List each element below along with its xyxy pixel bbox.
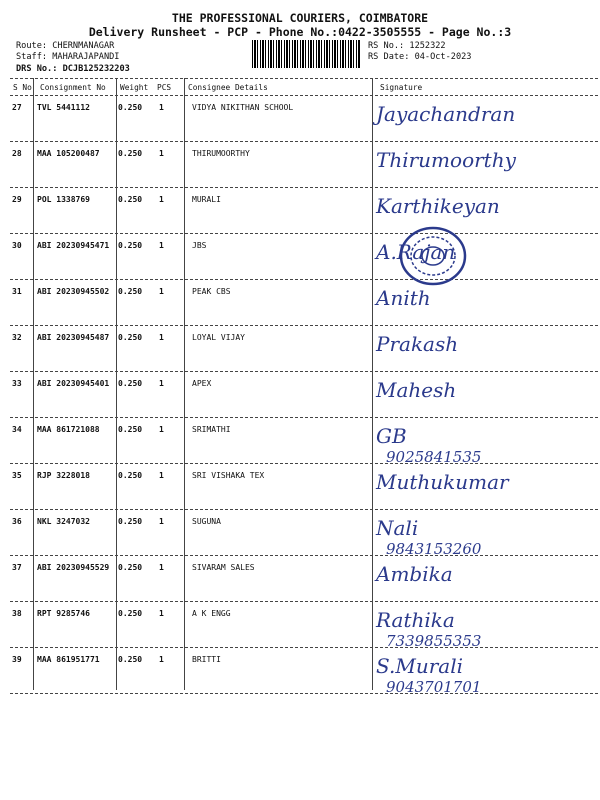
cell-pcs: 1 — [159, 103, 164, 112]
col-header-signature: Signature — [380, 83, 423, 92]
cell-pcs: 1 — [159, 149, 164, 158]
row-divider — [10, 463, 598, 464]
cell-consignment: NKL 3247032 — [37, 517, 90, 526]
cell-consignment: ABI 20230945401 — [37, 379, 110, 388]
cell-pcs: 1 — [159, 195, 164, 204]
table-row — [0, 235, 600, 281]
cell-pcs: 1 — [159, 287, 164, 296]
handwritten-signature — [376, 469, 596, 513]
cell-consignment: MAA 105200487 — [37, 149, 100, 158]
handwritten-signature — [376, 147, 596, 191]
cell-weight: 0.250 — [118, 425, 143, 434]
cell-weight: 0.250 — [118, 471, 143, 480]
cell-sno: 27 — [12, 103, 22, 112]
signature-text: Nali — [376, 516, 419, 540]
cell-consignee: SRI VISHAKA TEX — [192, 471, 265, 480]
cell-consignment: MAA 861721088 — [37, 425, 100, 434]
header-rule — [10, 95, 598, 96]
row-divider — [10, 233, 598, 234]
handwritten-signature — [376, 607, 596, 651]
company-title: THE PROFESSIONAL COURIERS, COIMBATORE — [171, 11, 429, 25]
cell-sno: 31 — [12, 287, 22, 296]
signature-text: Anith — [376, 286, 431, 310]
cell-consignee: BRITTI — [192, 655, 221, 664]
cell-consignment: MAA 861951771 — [37, 655, 100, 664]
cell-sno: 39 — [12, 655, 22, 664]
cell-consignee: SUGUNA — [192, 517, 221, 526]
staff-label: Staff: MAHARAJAPANDI — [16, 52, 120, 62]
table-row — [0, 189, 600, 235]
cell-weight: 0.250 — [118, 241, 143, 250]
table-row — [0, 97, 600, 143]
cell-sno: 37 — [12, 563, 22, 572]
col-header-consignee: Consignee Details — [188, 83, 268, 92]
runsheet-title: Delivery Runsheet - PCP - Phone No.:0422-3505555 - Page No.:3 — [88, 25, 512, 39]
cell-consignment: ABI 20230945487 — [37, 333, 110, 342]
cell-consignee: APEX — [192, 379, 212, 388]
cell-weight: 0.250 — [118, 517, 143, 526]
cell-consignment: ABI 20230945529 — [37, 563, 110, 572]
cell-weight: 0.250 — [118, 609, 143, 618]
row-divider — [10, 141, 598, 142]
cell-consignee: MURALI — [192, 195, 221, 204]
signature-phone: 9043701701 — [386, 678, 482, 696]
col-header-weight: Weight — [120, 83, 149, 92]
handwritten-signature — [376, 653, 596, 697]
row-divider — [10, 187, 598, 188]
table-row — [0, 511, 600, 557]
signature-phone: 7339855353 — [386, 632, 482, 650]
cell-pcs: 1 — [159, 517, 164, 526]
cell-weight: 0.250 — [118, 149, 143, 158]
cell-consignee: THIRUMOORTHY — [192, 149, 250, 158]
cell-sno: 35 — [12, 471, 22, 480]
signature-text: Muthukumar — [376, 470, 509, 494]
cell-consignee: SIVARAM SALES — [192, 563, 255, 572]
table-row — [0, 603, 600, 649]
cell-pcs: 1 — [159, 563, 164, 572]
cell-consignee: VIDYA NIKITHAN SCHOOL — [192, 103, 294, 112]
signature-phone: 9025841535 — [386, 448, 482, 466]
row-divider — [10, 371, 598, 372]
cell-weight: 0.250 — [118, 103, 143, 112]
cell-sno: 30 — [12, 241, 22, 250]
handwritten-signature — [376, 423, 596, 467]
cell-consignment: ABI 20230945502 — [37, 287, 110, 296]
row-divider — [10, 555, 598, 556]
row-divider — [10, 325, 598, 326]
col-header-pcs: PCS — [157, 83, 172, 92]
cell-sno: 28 — [12, 149, 22, 158]
cell-weight: 0.250 — [118, 333, 143, 342]
cell-pcs: 1 — [159, 655, 164, 664]
cell-consignment: POL 1338769 — [37, 195, 90, 204]
signature-text: A.Rajan — [376, 240, 456, 264]
drs-number: DRS No.: DCJB125232203 — [16, 64, 130, 74]
cell-consignee: PEAK CBS — [192, 287, 231, 296]
row-divider — [10, 509, 598, 510]
cell-pcs: 1 — [159, 471, 164, 480]
route-label: Route: CHERNMANAGAR — [16, 41, 115, 51]
cell-sno: 32 — [12, 333, 22, 342]
barcode — [252, 40, 360, 68]
row-divider — [10, 693, 598, 694]
cell-consignment: ABI 20230945471 — [37, 241, 110, 250]
row-divider — [10, 647, 598, 648]
handwritten-signature — [376, 377, 596, 421]
cell-pcs: 1 — [159, 379, 164, 388]
row-divider — [10, 279, 598, 280]
signature-text: GB — [376, 424, 407, 448]
handwritten-signature — [376, 285, 596, 329]
rs-number: RS No.: 1252322 — [368, 41, 446, 51]
signature-text: Rathika — [376, 608, 455, 632]
cell-consignment: RPT 9285746 — [37, 609, 90, 618]
cell-consignment: RJP 3228018 — [37, 471, 90, 480]
rs-date: RS Date: 04-Oct-2023 — [368, 52, 472, 62]
table-row — [0, 557, 600, 603]
signature-text: Jayachandran — [376, 102, 516, 126]
cell-weight: 0.250 — [118, 195, 143, 204]
table-row — [0, 419, 600, 465]
cell-consignee: SRIMATHI — [192, 425, 231, 434]
signature-text: Prakash — [376, 332, 459, 356]
cell-pcs: 1 — [159, 609, 164, 618]
cell-sno: 34 — [12, 425, 22, 434]
cell-sno: 33 — [12, 379, 22, 388]
table-row — [0, 649, 600, 695]
handwritten-signature — [376, 515, 596, 559]
cell-consignee: A K ENGG — [192, 609, 231, 618]
cell-weight: 0.250 — [118, 655, 143, 664]
cell-sno: 36 — [12, 517, 22, 526]
signature-text: Mahesh — [376, 378, 457, 402]
cell-consignee: JBS — [192, 241, 207, 250]
col-header-sno: S No — [13, 83, 32, 92]
signature-text: Ambika — [376, 562, 453, 586]
table-row — [0, 143, 600, 189]
cell-sno: 29 — [12, 195, 22, 204]
cell-consignee: LOYAL VIJAY — [192, 333, 245, 342]
company-seal-stamp — [398, 225, 468, 287]
cell-weight: 0.250 — [118, 379, 143, 388]
cell-pcs: 1 — [159, 241, 164, 250]
signature-phone: 9843153260 — [386, 540, 482, 558]
row-divider — [10, 417, 598, 418]
table-top-rule — [10, 78, 598, 79]
cell-sno: 38 — [12, 609, 22, 618]
cell-pcs: 1 — [159, 425, 164, 434]
table-row — [0, 281, 600, 327]
handwritten-signature — [376, 101, 596, 145]
signature-text: S.Murali — [376, 654, 463, 678]
signature-text: Thirumoorthy — [376, 148, 516, 172]
table-row — [0, 465, 600, 511]
handwritten-signature — [376, 331, 596, 375]
signature-text: Karthikeyan — [376, 194, 500, 218]
table-row — [0, 327, 600, 373]
cell-pcs: 1 — [159, 333, 164, 342]
cell-weight: 0.250 — [118, 563, 143, 572]
cell-weight: 0.250 — [118, 287, 143, 296]
handwritten-signature — [376, 561, 596, 605]
row-divider — [10, 601, 598, 602]
cell-consignment: TVL 5441112 — [37, 103, 90, 112]
col-header-consignment: Consignment No — [40, 83, 106, 92]
table-row — [0, 373, 600, 419]
